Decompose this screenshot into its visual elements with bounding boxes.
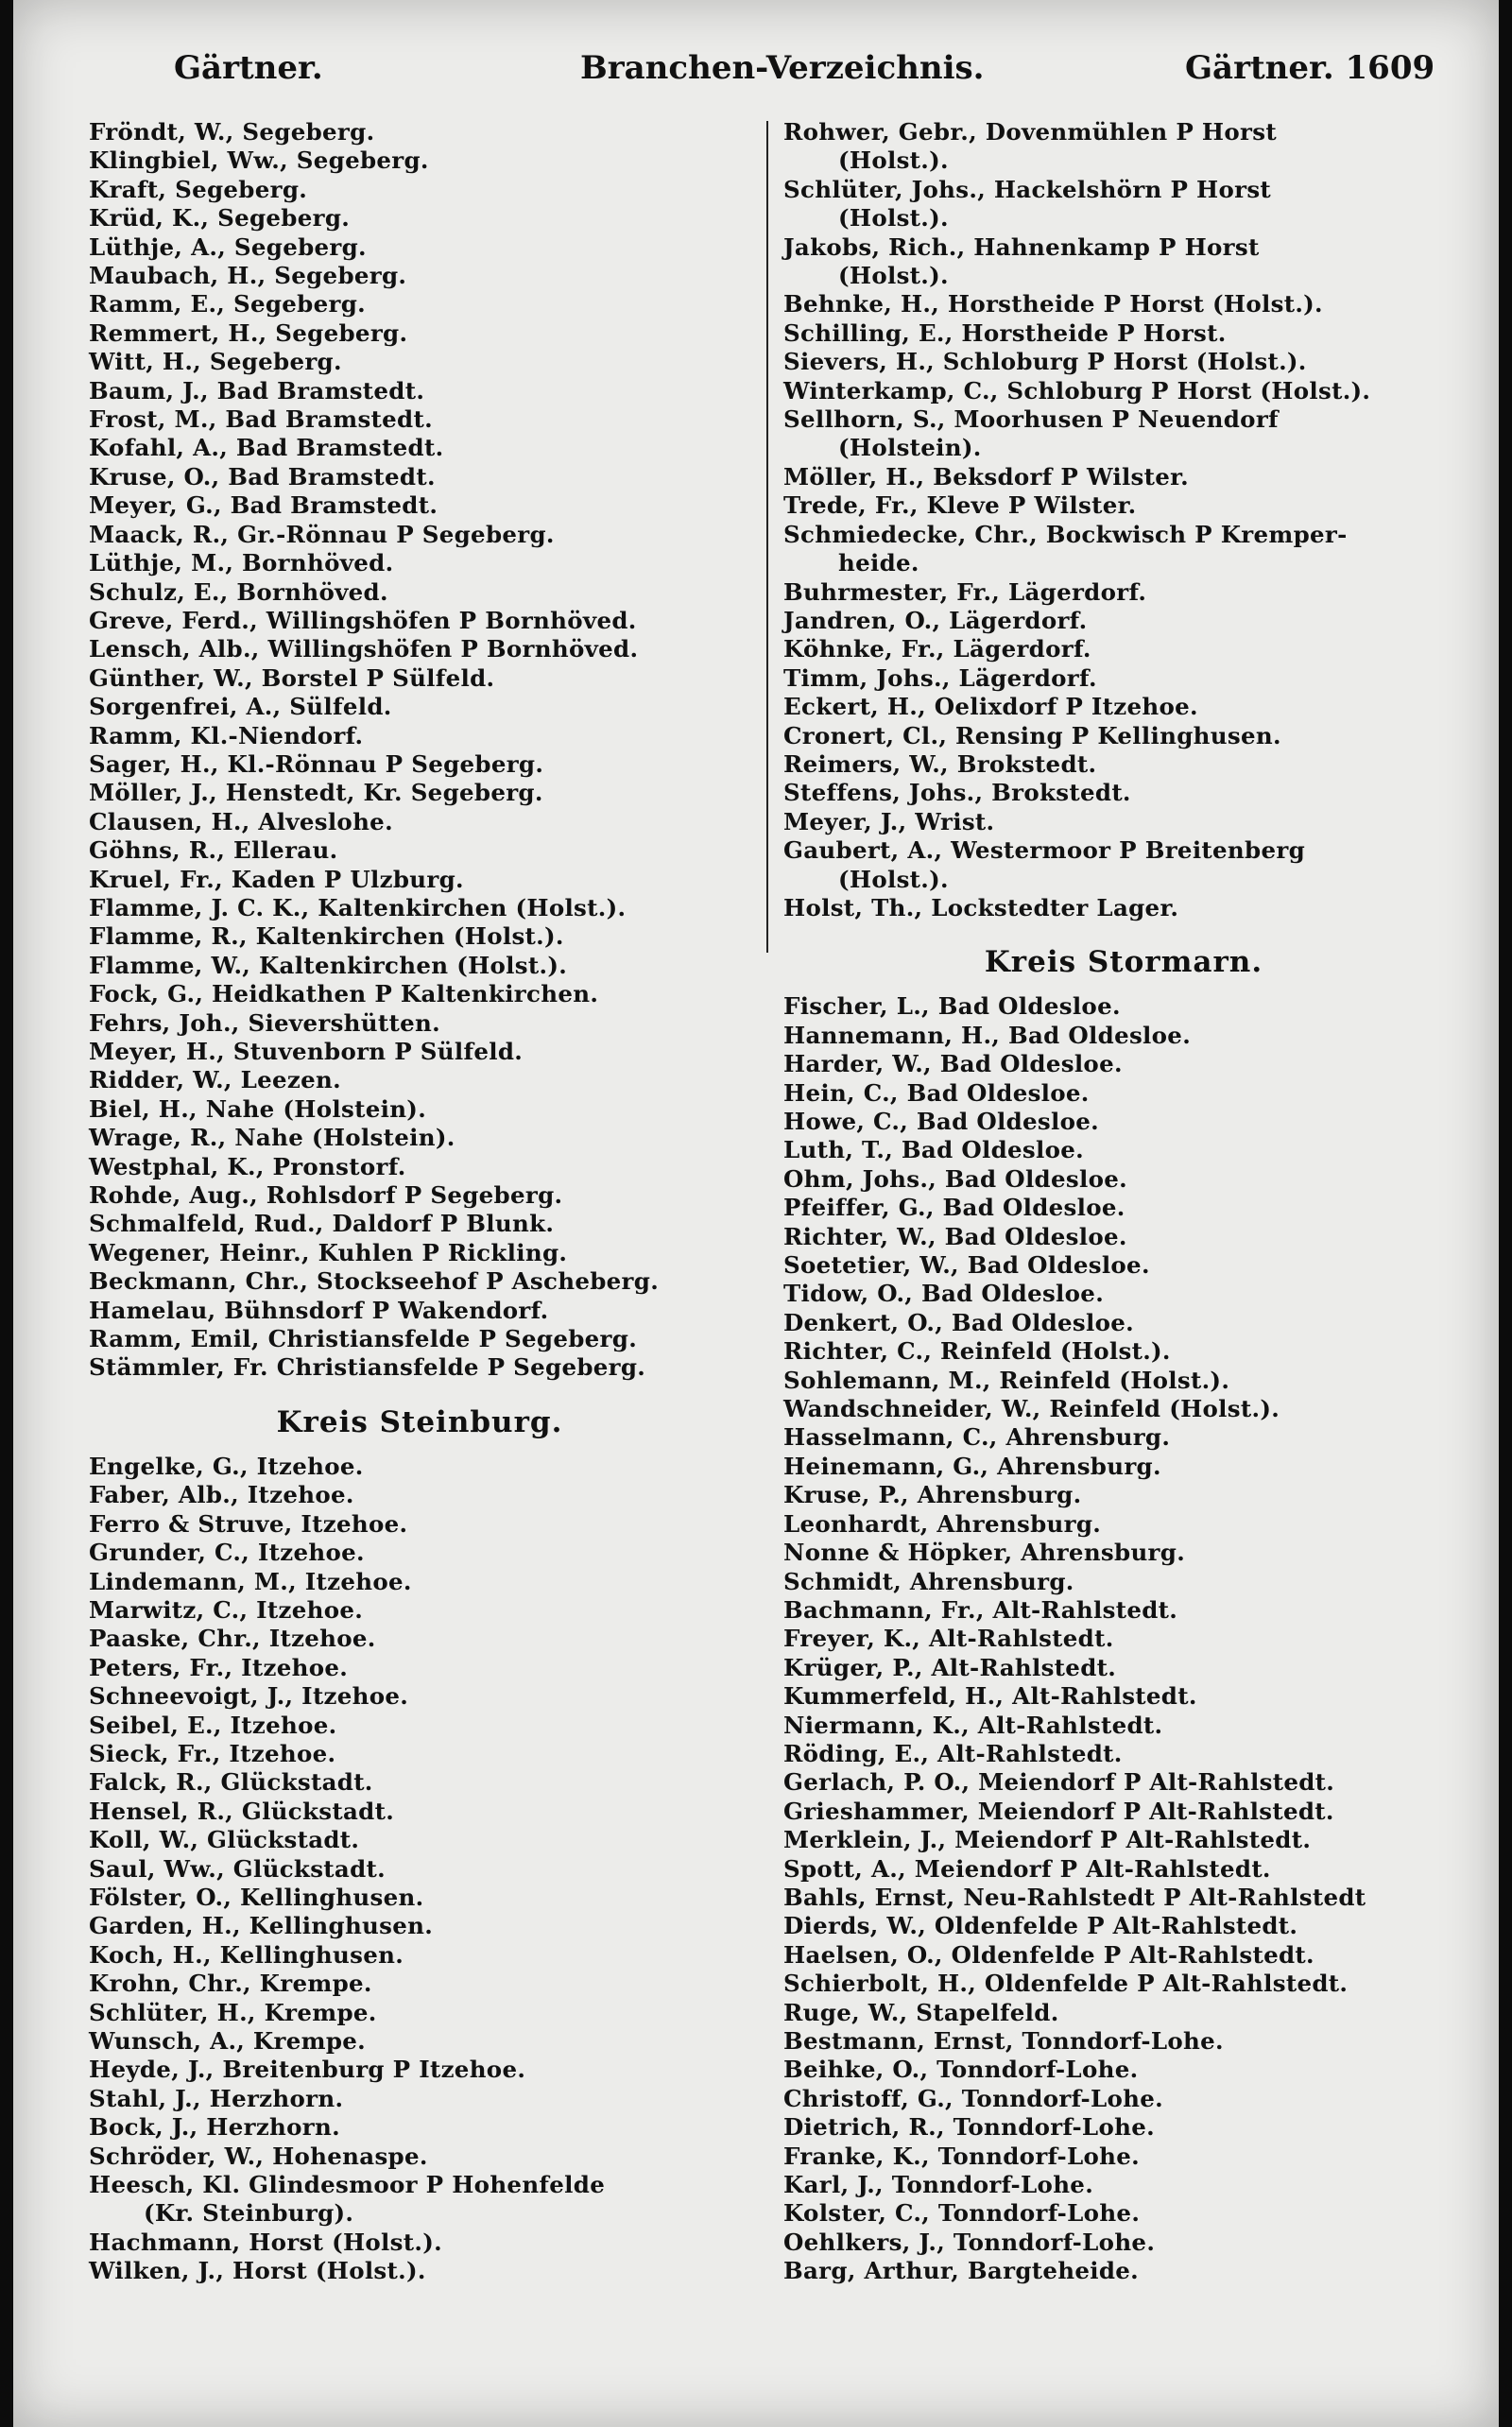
directory-entry bbox=[89, 491, 750, 520]
entry-line: Fehrs, Joh., Sievershütten. bbox=[89, 1008, 440, 1037]
entry-line: Barg, Arthur, Bargteheide. bbox=[783, 2257, 1140, 2285]
directory-entry bbox=[783, 2143, 1464, 2171]
entry-line: Ohm, Johs., Bad Oldesloe. bbox=[783, 1164, 1127, 1193]
directory-entry bbox=[783, 808, 1464, 836]
entry-line: Baum, J., Bad Bramstedt. bbox=[89, 376, 425, 404]
directory-entry bbox=[783, 1912, 1464, 1940]
directory-entry bbox=[89, 1826, 750, 1854]
column-divider bbox=[766, 121, 768, 953]
entry-line: Ferro & Struve, Itzehoe. bbox=[89, 1509, 408, 1538]
entry-line: Wegener, Heinr., Kuhlen P Rickling. bbox=[89, 1238, 568, 1266]
directory-entry bbox=[89, 1798, 750, 1826]
entry-line: Garden, H., Kellinghusen. bbox=[89, 1912, 434, 1940]
entry-line: Schierbolt, H., Oldenfelde P Alt-Rahlstedt. bbox=[783, 1970, 1349, 1998]
entry-line: Christoff, G., Tonndorf-Lohe. bbox=[783, 2084, 1164, 2112]
directory-entry bbox=[783, 2027, 1464, 2056]
directory-entry bbox=[89, 1654, 750, 1682]
directory-entry bbox=[783, 1337, 1464, 1366]
entry-line: Karl, J., Tonndorf-Lohe. bbox=[783, 2171, 1094, 2199]
directory-entry bbox=[783, 836, 1464, 894]
entry-line: Sager, H., Kl.-Rönnau P Segeberg. bbox=[89, 749, 544, 778]
entry-line: Fischer, L., Bad Oldesloe. bbox=[783, 992, 1121, 1021]
entry-line: Grieshammer, Meiendorf P Alt-Rahlstedt. bbox=[783, 1797, 1334, 1825]
entry-line: Schneevoigt, J., Itzehoe. bbox=[89, 1682, 409, 1711]
entry-line: Schlüter, Johs., Hackelshörn P Horst bbox=[783, 175, 1272, 203]
entry-line: Koll, W., Glückstadt. bbox=[89, 1826, 360, 1854]
directory-entry bbox=[89, 1210, 750, 1238]
entry-line: Kolster, C., Tonndorf-Lohe. bbox=[783, 2199, 1141, 2228]
entry-line: Marwitz, C., Itzehoe. bbox=[89, 1595, 364, 1624]
entry-line: Rohwer, Gebr., Dovenmühlen P Horst bbox=[783, 118, 1277, 146]
directory-entry bbox=[89, 1038, 750, 1066]
directory-entry bbox=[89, 377, 750, 405]
entry-line: Meyer, G., Bad Bramstedt. bbox=[89, 491, 438, 520]
directory-entry bbox=[89, 463, 750, 491]
directory-entry bbox=[783, 1625, 1464, 1653]
directory-entry bbox=[783, 1165, 1464, 1194]
entry-line: Dietrich, R., Tonndorf-Lohe. bbox=[783, 2113, 1155, 2142]
directory-entry bbox=[783, 233, 1464, 291]
directory-entry bbox=[89, 836, 750, 865]
entry-line: Meyer, H., Stuvenborn P Sülfeld. bbox=[89, 1038, 524, 1065]
directory-entry bbox=[783, 2199, 1464, 2228]
entry-line: Fölster, O., Kellinghusen. bbox=[89, 1883, 424, 1911]
entry-line: Fröndt, W., Segeberg. bbox=[89, 118, 375, 146]
header-center-title: Branchen-Verzeichnis. bbox=[580, 49, 985, 87]
directory-entry bbox=[89, 1124, 750, 1152]
entry-line: Krüd, K., Segeberg. bbox=[89, 204, 351, 232]
entry-continuation: heide. bbox=[838, 549, 919, 577]
directory-entry bbox=[783, 319, 1464, 348]
entry-line: Sieck, Fr., Itzehoe. bbox=[89, 1739, 336, 1767]
left-column bbox=[89, 118, 750, 2286]
directory-entry bbox=[783, 1251, 1464, 1280]
entry-line: Pfeiffer, G., Bad Oldesloe. bbox=[783, 1194, 1125, 1222]
entry-line: Franke, K., Tonndorf-Lohe. bbox=[783, 2142, 1140, 2170]
entry-line: Sorgenfrei, A., Sülfeld. bbox=[89, 693, 392, 721]
directory-entry bbox=[89, 952, 750, 980]
entry-line: Frost, M., Bad Bramstedt. bbox=[89, 405, 433, 434]
entry-line: Oehlkers, J., Tonndorf-Lohe. bbox=[783, 2228, 1156, 2256]
directory-entry bbox=[89, 1682, 750, 1711]
entry-line: Wunsch, A., Krempe. bbox=[89, 2027, 366, 2055]
entry-line: Kruse, P., Ahrensburg. bbox=[783, 1481, 1082, 1509]
entry-line: Wilken, J., Horst (Holst.). bbox=[89, 2257, 426, 2285]
directory-entry bbox=[89, 2027, 750, 2056]
directory-entry bbox=[783, 1022, 1464, 1050]
entry-line: Spott, A., Meiendorf P Alt-Rahlstedt. bbox=[783, 1854, 1271, 1883]
directory-entry bbox=[783, 463, 1464, 491]
directory-entry bbox=[89, 118, 750, 146]
directory-entry bbox=[89, 1181, 750, 1210]
directory-entry bbox=[89, 2143, 750, 2171]
directory-entry bbox=[89, 176, 750, 204]
section-heading: Kreis Stormarn. bbox=[984, 945, 1263, 980]
directory-entry bbox=[89, 1999, 750, 2027]
directory-entry bbox=[89, 1153, 750, 1181]
entry-line: Freyer, K., Alt-Rahlstedt. bbox=[783, 1625, 1114, 1653]
directory-entry bbox=[783, 405, 1464, 463]
header-left-title: Gärtner. bbox=[174, 49, 323, 87]
entry-line: Schlüter, H., Krempe. bbox=[89, 1998, 377, 2026]
entry-line: Niermann, K., Alt-Rahlstedt. bbox=[783, 1711, 1163, 1739]
directory-entry bbox=[783, 2056, 1464, 2084]
directory-entry bbox=[783, 1740, 1464, 1768]
entry-line: Heinemann, G., Ahrensburg. bbox=[783, 1452, 1161, 1480]
directory-entry bbox=[783, 1855, 1464, 1884]
directory-entry bbox=[89, 549, 750, 577]
entry-line: Merklein, J., Meiendorf P Alt-Rahlstedt. bbox=[783, 1826, 1312, 1854]
directory-entry bbox=[783, 1941, 1464, 1970]
directory-entry bbox=[89, 1768, 750, 1797]
directory-entry bbox=[783, 1568, 1464, 1596]
entry-line: Hensel, R., Glückstadt. bbox=[89, 1797, 395, 1825]
directory-entry bbox=[89, 1568, 750, 1596]
entry-line: Krohn, Chr., Krempe. bbox=[89, 1970, 372, 1998]
directory-entry bbox=[783, 1108, 1464, 1136]
entry-line: Ramm, Emil, Christiansfelde P Segeberg. bbox=[89, 1325, 638, 1353]
entry-line: Falck, R., Glückstadt. bbox=[89, 1768, 373, 1797]
directory-entry bbox=[783, 1884, 1464, 1912]
directory-entry bbox=[89, 2113, 750, 2142]
entry-line: Maack, R., Gr.-Rönnau P Segeberg. bbox=[89, 520, 555, 548]
directory-entry bbox=[89, 1066, 750, 1094]
entry-continuation: (Holstein). bbox=[838, 434, 982, 462]
section-heading: Kreis Steinburg. bbox=[276, 1404, 563, 1439]
entry-line: Westphal, K., Pronstorf. bbox=[89, 1152, 406, 1180]
entry-line: Schulz, E., Bornhöved. bbox=[89, 577, 388, 606]
entry-line: Timm, Johs., Lägerdorf. bbox=[783, 663, 1097, 692]
entry-line: Haelsen, O., Oldenfelde P Alt-Rahlstedt. bbox=[783, 1940, 1314, 1969]
directory-entry bbox=[89, 1625, 750, 1653]
directory-entry bbox=[89, 1325, 750, 1353]
directory-entry bbox=[783, 377, 1464, 405]
directory-entry bbox=[783, 992, 1464, 1021]
entry-line: Maubach, H., Segeberg. bbox=[89, 262, 407, 290]
directory-entry bbox=[89, 1941, 750, 1970]
entry-line: Rohde, Aug., Rohlsdorf P Segeberg. bbox=[89, 1181, 563, 1210]
directory-entry bbox=[89, 319, 750, 348]
entry-line: Paaske, Chr., Itzehoe. bbox=[89, 1625, 376, 1653]
entry-line: Biel, H., Nahe (Holstein). bbox=[89, 1094, 427, 1123]
directory-entry bbox=[783, 607, 1464, 635]
entry-line: Nonne & Höpker, Ahrensburg. bbox=[783, 1539, 1186, 1567]
entry-continuation: (Holst.). bbox=[838, 865, 949, 893]
directory-entry bbox=[783, 1367, 1464, 1395]
entry-line: Leonhardt, Ahrensburg. bbox=[783, 1509, 1102, 1538]
entry-continuation: (Holst.). bbox=[838, 146, 949, 175]
entry-line: Koch, H., Kellinghusen. bbox=[89, 1940, 404, 1969]
directory-entry bbox=[89, 1481, 750, 1509]
directory-entry bbox=[89, 866, 750, 894]
directory-entry bbox=[783, 750, 1464, 779]
directory-entry bbox=[89, 722, 750, 750]
entry-line: Cronert, Cl., Rensing P Kellinghusen. bbox=[783, 721, 1281, 749]
entry-line: Schröder, W., Hohenaspe. bbox=[89, 2142, 428, 2170]
directory-entry bbox=[783, 2229, 1464, 2257]
directory-entry bbox=[783, 521, 1464, 578]
entry-line: Ramm, Kl.-Niendorf. bbox=[89, 721, 364, 749]
directory-entry bbox=[783, 1194, 1464, 1222]
directory-entry bbox=[783, 1079, 1464, 1108]
directory-entry bbox=[89, 262, 750, 290]
directory-entry bbox=[783, 894, 1464, 922]
directory-entry bbox=[89, 693, 750, 721]
directory-entry bbox=[89, 1297, 750, 1325]
directory-entry bbox=[89, 894, 750, 922]
directory-entry bbox=[89, 1970, 750, 1998]
entry-line: Kofahl, A., Bad Bramstedt. bbox=[89, 434, 444, 462]
directory-entry bbox=[783, 1539, 1464, 1567]
entry-line: Howe, C., Bad Oldesloe. bbox=[783, 1108, 1099, 1135]
entry-line: Faber, Alb., Itzehoe. bbox=[89, 1481, 354, 1509]
directory-entry bbox=[783, 1453, 1464, 1481]
directory-entry bbox=[783, 1510, 1464, 1539]
directory-entry bbox=[89, 1353, 750, 1382]
directory-entry bbox=[783, 118, 1464, 176]
entry-line: Wrage, R., Nahe (Holstein). bbox=[89, 1124, 455, 1152]
entry-line: Schmidt, Ahrensburg. bbox=[783, 1567, 1074, 1595]
entry-line: Hasselmann, C., Ahrensburg. bbox=[783, 1423, 1171, 1452]
entry-line: Remmert, H., Segeberg. bbox=[89, 318, 408, 347]
entry-line: Ramm, E., Segeberg. bbox=[89, 290, 366, 318]
entry-line: Beihke, O., Tonndorf-Lohe. bbox=[783, 2056, 1139, 2084]
entry-line: Stahl, J., Herzhorn. bbox=[89, 2084, 344, 2112]
entry-line: Schilling, E., Horstheide P Horst. bbox=[783, 318, 1227, 347]
directory-entry bbox=[89, 635, 750, 663]
directory-entry bbox=[89, 348, 750, 376]
entry-line: Krüger, P., Alt-Rahlstedt. bbox=[783, 1653, 1117, 1681]
entry-line: Fock, G., Heidkathen P Kaltenkirchen. bbox=[89, 980, 599, 1008]
entry-line: Steffens, Johs., Brokstedt. bbox=[783, 779, 1131, 807]
entry-line: Luth, T., Bad Oldesloe. bbox=[783, 1136, 1084, 1164]
entry-line: Kummerfeld, H., Alt-Rahlstedt. bbox=[783, 1682, 1197, 1711]
entry-line: Jakobs, Rich., Hahnenkamp P Horst bbox=[783, 232, 1260, 261]
entry-line: Heyde, J., Breitenburg P Itzehoe. bbox=[89, 2056, 526, 2084]
entry-line: Lindemann, M., Itzehoe. bbox=[89, 1567, 412, 1595]
entry-line: Flamme, J. C. K., Kaltenkirchen (Holst.). bbox=[89, 893, 627, 921]
header-right-title: Gärtner. 1609 bbox=[1185, 49, 1435, 87]
entry-line: Flamme, W., Kaltenkirchen (Holst.). bbox=[89, 951, 568, 979]
directory-entry bbox=[89, 1884, 750, 1912]
entry-line: Dierds, W., Oldenfelde P Alt-Rahlstedt. bbox=[783, 1912, 1298, 1940]
directory-entry bbox=[783, 2113, 1464, 2142]
entry-line: Bestmann, Ernst, Tonndorf-Lohe. bbox=[783, 2027, 1224, 2055]
entry-line: Heesch, Kl. Glindesmoor P Hohenfelde bbox=[89, 2171, 606, 2199]
entry-line: Bahls, Ernst, Neu-Rahlstedt P Alt-Rahlstedt bbox=[783, 1883, 1366, 1911]
entry-line: Lüthje, M., Bornhöved. bbox=[89, 549, 394, 577]
directory-entry bbox=[89, 2056, 750, 2084]
directory-entry bbox=[89, 1453, 750, 1481]
entry-line: Schmiedecke, Chr., Bockwisch P Kremper- bbox=[783, 520, 1348, 548]
directory-entry bbox=[89, 2257, 750, 2285]
directory-entry bbox=[89, 779, 750, 807]
entry-line: Sievers, H., Schloburg P Horst (Holst.). bbox=[783, 348, 1307, 376]
entry-line: Kruel, Fr., Kaden P Ulzburg. bbox=[89, 865, 464, 893]
directory-entry bbox=[89, 2171, 750, 2229]
directory-page bbox=[13, 0, 1499, 2427]
directory-entry bbox=[783, 1309, 1464, 1337]
entry-line: Peters, Fr., Itzehoe. bbox=[89, 1653, 349, 1681]
entry-line: Jandren, O., Lägerdorf. bbox=[783, 606, 1088, 634]
entry-line: Flamme, R., Kaltenkirchen (Holst.). bbox=[89, 922, 564, 951]
directory-entry bbox=[783, 1596, 1464, 1625]
entry-line: Kraft, Segeberg. bbox=[89, 175, 308, 203]
directory-entry bbox=[783, 348, 1464, 376]
directory-entry bbox=[89, 146, 750, 175]
directory-entry bbox=[89, 1539, 750, 1567]
directory-entry bbox=[783, 176, 1464, 233]
entry-line: Beckmann, Chr., Stockseehof P Ascheberg. bbox=[89, 1267, 660, 1296]
directory-entry bbox=[89, 1855, 750, 1884]
directory-entry bbox=[783, 635, 1464, 663]
entry-line: Möller, H., Beksdorf P Wilster. bbox=[783, 462, 1189, 491]
entry-line: Gerlach, P. O., Meiendorf P Alt-Rahlstedt. bbox=[783, 1768, 1335, 1797]
entry-line: Meyer, J., Wrist. bbox=[783, 807, 995, 835]
directory-entry bbox=[89, 2229, 750, 2257]
entry-line: Eckert, H., Oelixdorf P Itzehoe. bbox=[783, 693, 1198, 721]
entry-line: Hamelau, Bühnsdorf P Wakendorf. bbox=[89, 1296, 549, 1324]
entry-line: Grunder, C., Itzehoe. bbox=[89, 1539, 365, 1567]
entry-line: Harder, W., Bad Oldesloe. bbox=[783, 1050, 1123, 1078]
directory-entry bbox=[783, 2257, 1464, 2285]
entry-line: Richter, C., Reinfeld (Holst.). bbox=[783, 1337, 1171, 1366]
directory-entry bbox=[783, 1999, 1464, 2027]
directory-entry bbox=[783, 2085, 1464, 2113]
entry-line: Göhns, R., Ellerau. bbox=[89, 836, 338, 865]
entry-line: Sohlemann, M., Reinfeld (Holst.). bbox=[783, 1366, 1230, 1394]
directory-entry bbox=[89, 204, 750, 232]
entry-line: Lensch, Alb., Willingshöfen P Bornhöved. bbox=[89, 635, 639, 663]
directory-entry bbox=[89, 1912, 750, 1940]
entry-continuation: (Holst.). bbox=[838, 262, 949, 290]
directory-entry bbox=[783, 1481, 1464, 1509]
entry-line: Wandschneider, W., Reinfeld (Holst.). bbox=[783, 1395, 1280, 1423]
entry-line: Klingbiel, Ww., Segeberg. bbox=[89, 146, 429, 175]
directory-entry bbox=[783, 1050, 1464, 1078]
entry-line: Günther, W., Borstel P Sülfeld. bbox=[89, 663, 495, 692]
directory-entry bbox=[783, 779, 1464, 807]
entry-line: Sellhorn, S., Moorhusen P Neuendorf bbox=[783, 405, 1279, 434]
directory-entry bbox=[89, 1095, 750, 1124]
directory-entry bbox=[783, 578, 1464, 607]
directory-entry bbox=[89, 664, 750, 693]
entry-line: Saul, Ww., Glückstadt. bbox=[89, 1854, 386, 1883]
directory-entry bbox=[89, 750, 750, 779]
directory-entry bbox=[89, 405, 750, 434]
entry-line: Winterkamp, C., Schloburg P Horst (Holst.). bbox=[783, 376, 1371, 404]
entry-line: Trede, Fr., Kleve P Wilster. bbox=[783, 491, 1137, 520]
directory-entry bbox=[89, 1740, 750, 1768]
entry-line: Möller, J., Henstedt, Kr. Segeberg. bbox=[89, 779, 543, 807]
entry-line: Kruse, O., Bad Bramstedt. bbox=[89, 462, 436, 491]
entry-line: Ruge, W., Stapelfeld. bbox=[783, 1998, 1059, 2026]
entry-line: Köhnke, Fr., Lägerdorf. bbox=[783, 635, 1091, 663]
directory-entry bbox=[89, 922, 750, 951]
entry-line: Seibel, E., Itzehoe. bbox=[89, 1711, 337, 1739]
entry-continuation: (Kr. Steinburg). bbox=[144, 2199, 354, 2228]
entry-line: Soetetier, W., Bad Oldesloe. bbox=[783, 1251, 1150, 1280]
directory-entry bbox=[783, 1423, 1464, 1452]
directory-entry bbox=[89, 1267, 750, 1296]
directory-entry bbox=[89, 290, 750, 318]
entry-line: Gaubert, A., Westermoor P Breitenberg bbox=[783, 836, 1306, 865]
entry-line: Clausen, H., Alveslohe. bbox=[89, 807, 393, 835]
directory-entry bbox=[89, 434, 750, 462]
directory-entry bbox=[783, 1682, 1464, 1711]
directory-entry bbox=[783, 1798, 1464, 1826]
entry-line: Röding, E., Alt-Rahlstedt. bbox=[783, 1739, 1123, 1767]
entry-line: Hachmann, Horst (Holst.). bbox=[89, 2228, 442, 2256]
directory-entry bbox=[783, 1970, 1464, 1998]
directory-entry bbox=[783, 1826, 1464, 1854]
entry-line: Reimers, W., Brokstedt. bbox=[783, 749, 1097, 778]
directory-entry bbox=[89, 808, 750, 836]
directory-entry bbox=[89, 521, 750, 549]
directory-entry bbox=[783, 491, 1464, 520]
directory-entry bbox=[783, 1136, 1464, 1164]
entry-line: Tidow, O., Bad Oldesloe. bbox=[783, 1280, 1105, 1308]
entry-line: Bock, J., Herzhorn. bbox=[89, 2113, 340, 2142]
directory-entry bbox=[783, 1654, 1464, 1682]
directory-entry bbox=[89, 2085, 750, 2113]
directory-entry bbox=[89, 1009, 750, 1038]
directory-entry bbox=[89, 1712, 750, 1740]
directory-entry bbox=[89, 1596, 750, 1625]
entry-line: Stämmler, Fr. Christiansfelde P Segeberg. bbox=[89, 1353, 646, 1382]
directory-entry bbox=[89, 1510, 750, 1539]
directory-entry bbox=[89, 980, 750, 1008]
directory-entry bbox=[783, 2171, 1464, 2199]
entry-line: Richter, W., Bad Oldesloe. bbox=[783, 1222, 1127, 1250]
entry-line: Holst, Th., Lockstedter Lager. bbox=[783, 893, 1179, 921]
entry-line: Engelke, G., Itzehoe. bbox=[89, 1452, 364, 1480]
directory-entry bbox=[783, 290, 1464, 318]
directory-entry bbox=[783, 1280, 1464, 1308]
entry-line: Denkert, O., Bad Oldesloe. bbox=[783, 1308, 1134, 1336]
entry-line: Schmalfeld, Rud., Daldorf P Blunk. bbox=[89, 1210, 555, 1238]
directory-entry bbox=[783, 664, 1464, 693]
entry-line: Greve, Ferd., Willingshöfen P Bornhöved. bbox=[89, 606, 637, 634]
entry-continuation: (Holst.). bbox=[838, 204, 949, 232]
directory-entry bbox=[783, 1712, 1464, 1740]
entry-line: Hein, C., Bad Oldesloe. bbox=[783, 1078, 1090, 1107]
directory-entry bbox=[89, 1239, 750, 1267]
directory-entry bbox=[783, 1768, 1464, 1797]
directory-entry bbox=[89, 607, 750, 635]
entry-line: Behnke, H., Horstheide P Horst (Holst.). bbox=[783, 290, 1323, 318]
directory-entry bbox=[89, 578, 750, 607]
entry-line: Witt, H., Segeberg. bbox=[89, 348, 342, 376]
directory-entry bbox=[783, 722, 1464, 750]
right-column bbox=[783, 118, 1464, 2286]
directory-entry bbox=[783, 1223, 1464, 1251]
directory-entry bbox=[783, 693, 1464, 721]
directory-entry bbox=[783, 1395, 1464, 1423]
directory-entry bbox=[89, 233, 750, 262]
entry-line: Ridder, W., Leezen. bbox=[89, 1066, 341, 1094]
entry-line: Buhrmester, Fr., Lägerdorf. bbox=[783, 577, 1147, 606]
entry-line: Bachmann, Fr., Alt-Rahlstedt. bbox=[783, 1595, 1178, 1624]
entry-line: Lüthje, A., Segeberg. bbox=[89, 232, 367, 261]
entry-line: Hannemann, H., Bad Oldesloe. bbox=[783, 1021, 1192, 1049]
